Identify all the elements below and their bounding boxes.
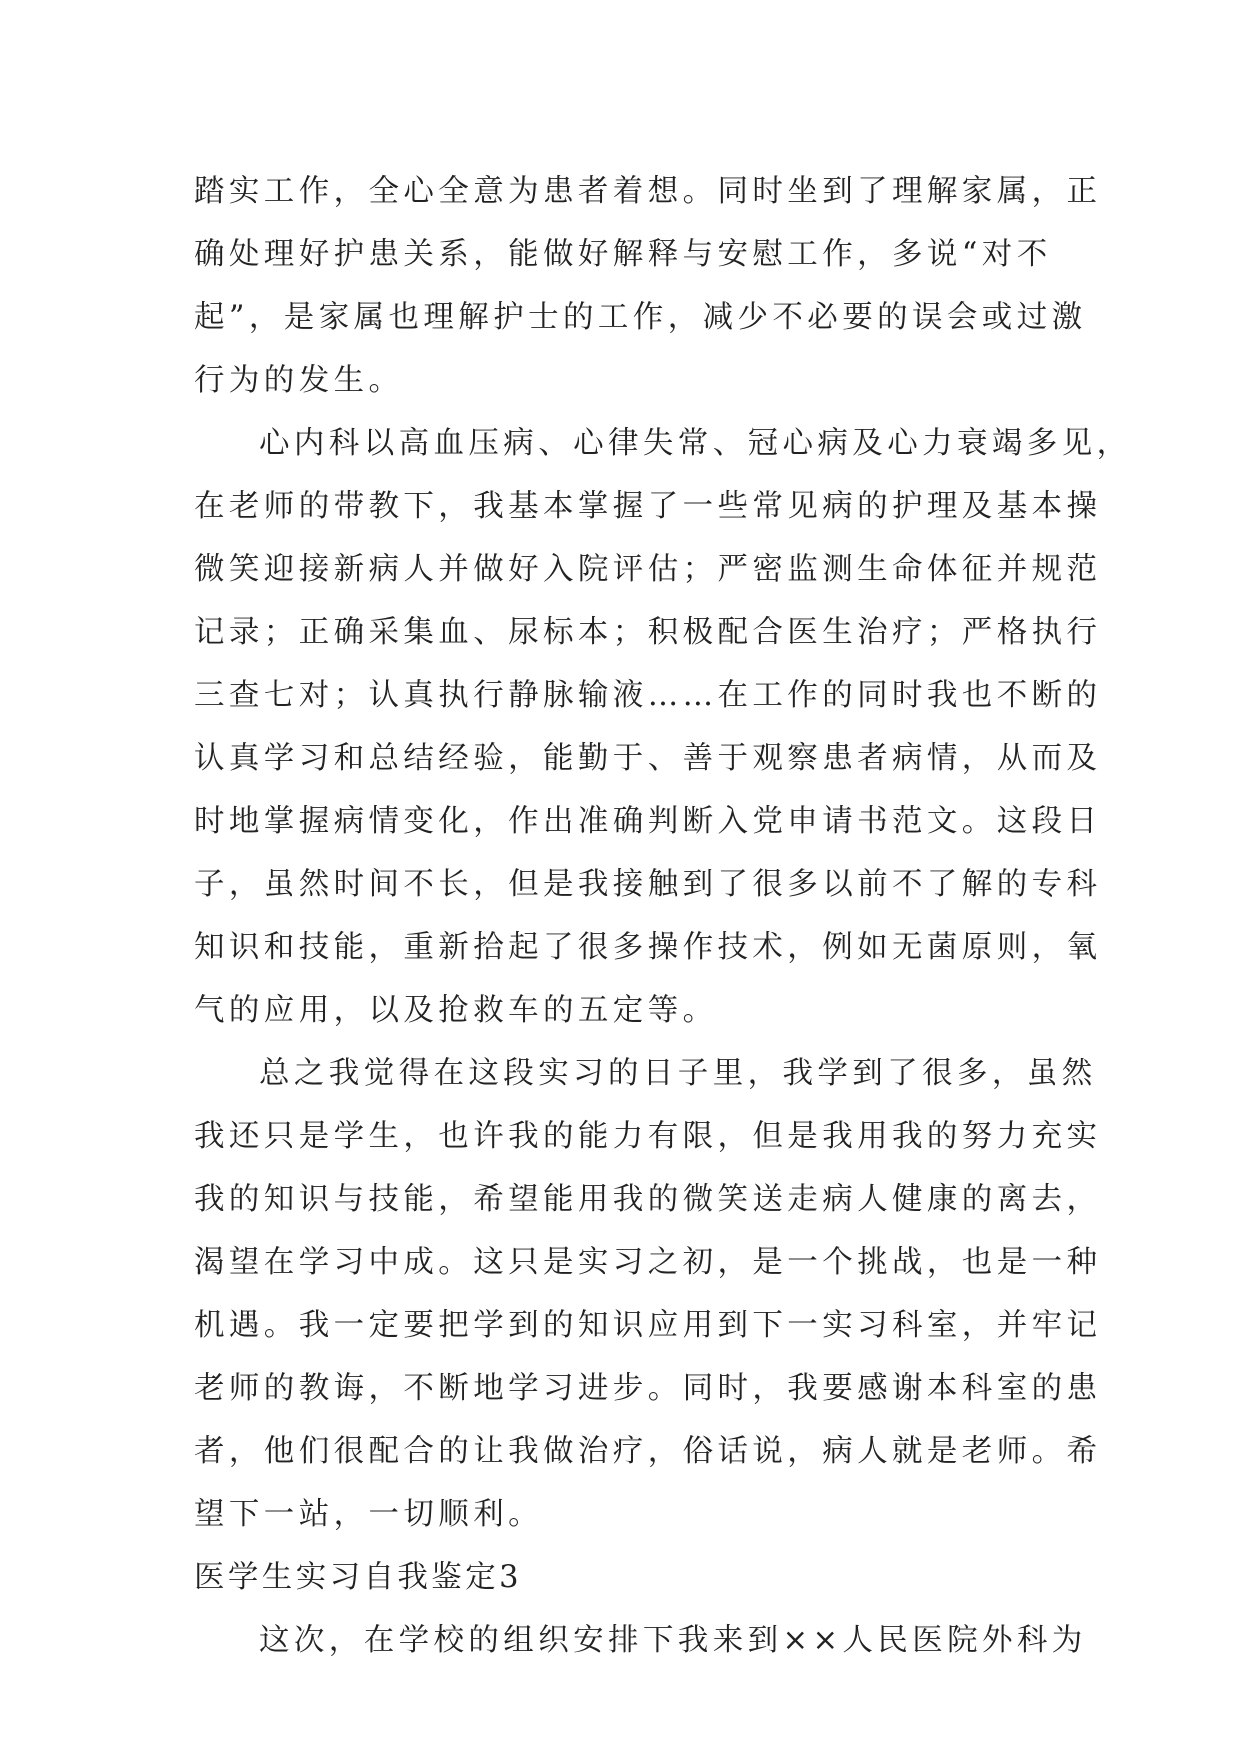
text-line: 在老师的带教下，我基本掌握了一些常见病的护理及基本操 <box>194 489 1102 524</box>
paragraph-first-line: 总之我觉得在这段实习的日子里，我学到了很多，虽然 <box>259 1056 1097 1091</box>
text-line: 机遇。我一定要把学到的知识应用到下一实习科室，并牢记 <box>194 1308 1102 1343</box>
text-line: 气的应用，以及抢救车的五定等。 <box>194 993 718 1028</box>
text-line: 我的知识与技能，希望能用我的微笑送走病人健康的离去， <box>194 1182 1102 1217</box>
text-line: 我还只是学生，也许我的能力有限，但是我用我的努力充实 <box>194 1119 1102 1154</box>
text-line: 记录；正确采集血、尿标本；积极配合医生治疗；严格执行 <box>194 615 1102 650</box>
text-line: 微笑迎接新病人并做好入院评估；严密监测生命体征并规范 <box>194 552 1102 587</box>
text-line: 渴望在学习中成。这只是实习之初，是一个挑战，也是一种 <box>194 1245 1102 1280</box>
text-line: 子，虽然时间不长，但是我接触到了很多以前不了解的专科 <box>194 867 1102 902</box>
text-line: 确处理好护患关系，能做好解释与安慰工作，多说“对不 <box>194 237 1052 272</box>
text-line: 者，他们很配合的让我做治疗，俗话说，病人就是老师。希 <box>194 1434 1102 1469</box>
text-line: 认真学习和总结经验，能勤于、善于观察患者病情，从而及 <box>194 741 1102 776</box>
text-line: 三查七对；认真执行静脉输液……在工作的同时我也不断的 <box>194 678 1102 713</box>
text-line: 起”，是家属也理解护士的工作，减少不必要的误会或过激 <box>194 300 1087 335</box>
text-line: 踏实工作，全心全意为患者着想。同时坐到了理解家属，正 <box>194 174 1102 209</box>
text-line: 老师的教诲，不断地学习进步。同时，我要感谢本科室的患 <box>194 1371 1102 1406</box>
section-heading: 医学生实习自我鉴定3 <box>194 1560 522 1595</box>
text-line: 知识和技能，重新拾起了很多操作技术，例如无菌原则，氧 <box>194 930 1102 965</box>
document-body <box>194 160 1132 1672</box>
text-line: 时地掌握病情变化，作出准确判断入党申请书范文。这段日 <box>194 804 1102 839</box>
text-line: 行为的发生。 <box>194 363 404 398</box>
paragraph-first-line: 这次，在学校的组织安排下我来到××人民医院外科为 <box>259 1623 1087 1658</box>
text-line: 望下一站，一切顺利。 <box>194 1497 543 1532</box>
paragraph-first-line: 心内科以高血压病、心律失常、冠心病及心力衰竭多见， <box>259 426 1132 461</box>
